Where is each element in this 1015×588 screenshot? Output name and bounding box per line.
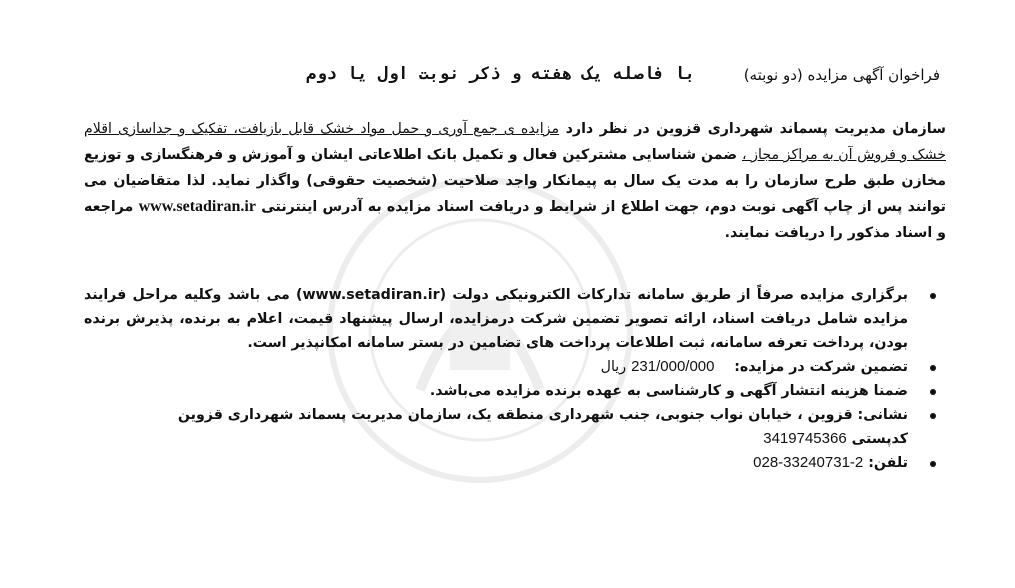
conditions-list: [84, 283, 946, 475]
notice-header: [120, 66, 940, 90]
notice-subtitle: با فاصله یک هفته و ذکر نوبت اول یا دوم: [306, 64, 695, 84]
intro-subject: مزایده ی جمع آوری و حمل مواد خشک قابل بازیافت، تفکیک و جداسازی اقلام خشک و فروش آن به مراکز مجاز ،: [84, 121, 947, 163]
list-item-guarantee: [84, 355, 946, 379]
list-item-costs: [84, 379, 946, 403]
costs-text: ضمنا هزینه انتشار آگهی و کارشناسی به عهده برنده مزایده می‌باشد.: [429, 383, 908, 399]
intro-part-1: سازمان مدیریت پسماند شهرداری قزوین در نظر دارد: [559, 121, 946, 137]
guarantee-label: تضمین شرکت در مزایده:: [734, 359, 908, 375]
bullet-icon: [930, 389, 936, 395]
list-item-portal: [84, 283, 946, 355]
postal-code-value: 3419745366: [763, 430, 847, 447]
intro-part-4: مراجعه و اسناد مذکور را دریافت نمایند.: [84, 199, 946, 241]
intro-paragraph: [84, 116, 946, 246]
bullet-icon: [930, 365, 936, 371]
guarantee-amount: 231/000/000: [631, 358, 715, 375]
list-item-address: [84, 403, 946, 451]
postal-code-label: کدپستی: [851, 431, 908, 447]
intro-part-3: ضمن شناسایی مشترکین فعال و تکمیل بانک اطلاعاتی ایشان و آموزش و فرهنگسازی و توزیع مخازن طبق طرح سازمان را به مدت یک سال به پیمانکار واجد صلاحیت (شخصیت حقوقی) واگذار نماید. لذا متقاضیان می توانند پس از چاپ آگهی نوبت دوم، جهت اطلاع از شرایط و دریافت اسناد مزایده به آدرس اینترنتی: [84, 147, 947, 215]
bullet-icon: [930, 293, 936, 299]
intro-website: www.setadiran.ir: [138, 198, 256, 215]
portal-text: برگزاری مزایده صرفاً از طریق سامانه تدارکات الکترونیکی دولت (www.setadiran.ir) می باشد وکلیه مراحل فرایند مزایده شامل دریافت اسناد، ارائه تصویر تضمین شرکت درمزایده، ارسال پیشنهاد قیمت، اعلام به برنده، پذیرش برنده بودن، پرداخت تعرفه سامانه، ثبت اطلاعات پرداخت های تضامین در بستر سامانه امکانپذیر است.: [84, 287, 908, 351]
guarantee-unit: ریال: [600, 359, 627, 375]
list-item-phone: [84, 451, 946, 475]
bullet-icon: [930, 413, 936, 419]
bullet-icon: [930, 461, 936, 467]
notice-title: فراخوان آگهی مزایده (دو نوبته): [743, 66, 940, 84]
phone-label: تلفن:: [868, 455, 908, 471]
phone-value: 028-33240731-2: [753, 454, 864, 471]
address-text: نشانی: قزوین ، خیابان نواب جنوبی، جنب شهرداری منطقه یک، سازمان مدیریت پسماند شهرداری قزوین: [177, 407, 908, 423]
